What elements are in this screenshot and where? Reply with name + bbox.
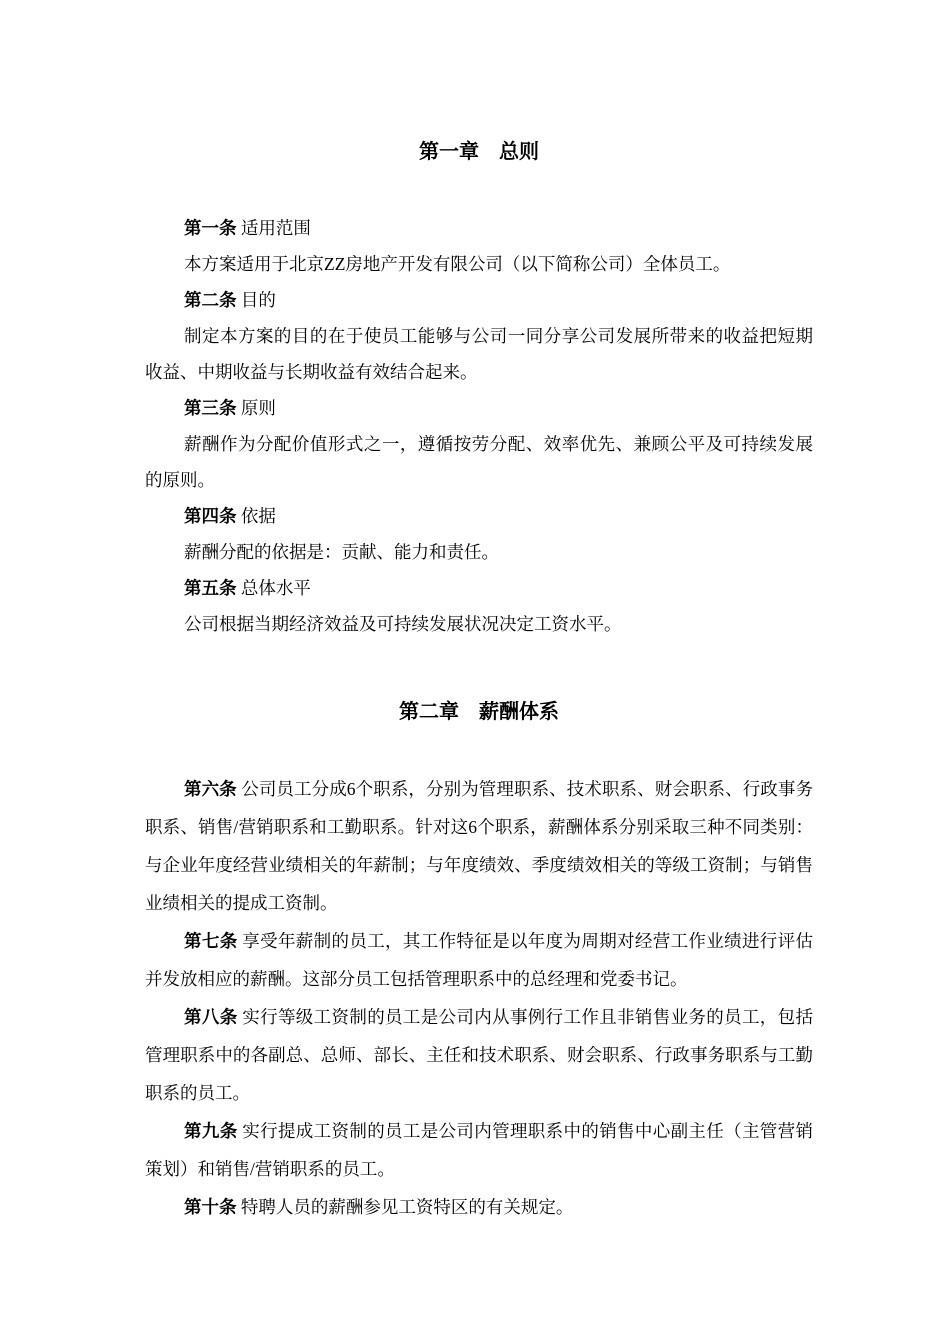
- article-text: 享受年薪制的员工，其工作特征是以年度为周期对经营工作业绩进行评估并发放相应的薪酬。这部分员工包括管理职系中的总经理和党委书记。: [145, 931, 814, 989]
- article-1-heading: [145, 210, 813, 246]
- article-2-body: 制定本方案的目的在于使员工能够与公司一同分享公司发展所带来的收益把短期收益、中期收益与长期收益有效结合起来。: [145, 326, 813, 382]
- article-label: 第七条: [184, 931, 238, 951]
- article-2-heading: [145, 282, 813, 318]
- article-heading: 目的: [236, 290, 276, 310]
- article-label: 第三条: [184, 398, 237, 418]
- article-heading: 依据: [236, 506, 276, 526]
- article-text: 实行提成工资制的员工是公司内管理职系中的销售中心副主任（主管营销策划）和销售/营销职系的员工。: [145, 1121, 814, 1179]
- article-3-heading: [145, 390, 813, 426]
- article-3-body: 薪酬作为分配价值形式之一，遵循按劳分配、效率优先、兼顾公平及可持续发展的原则。: [145, 434, 813, 490]
- article-7: [145, 922, 813, 998]
- article-text: 特聘人员的薪酬参见工资特区的有关规定。: [236, 1197, 574, 1217]
- article-label: 第一条: [184, 218, 237, 238]
- article-5-heading: [145, 570, 813, 606]
- article-6: [145, 770, 813, 922]
- article-heading: 总体水平: [236, 578, 311, 598]
- article-text: 实行等级工资制的员工是公司内从事例行工作且非销售业务的员工，包括管理职系中的各副总、总师、部长、主任和技术职系、财会职系、行政事务职系与工勤职系的员工。: [145, 1007, 814, 1103]
- article-1-body: 本方案适用于北京ZZ房地产开发有限公司（以下简称公司）全体员工。: [184, 254, 731, 274]
- chapter-2-title: 第二章 薪酬体系: [399, 701, 559, 723]
- document-content: [145, 128, 813, 1226]
- article-8: [145, 998, 813, 1112]
- article-9: [145, 1112, 813, 1188]
- article-5-body: 公司根据当期经济效益及可持续发展状况决定工资水平。: [184, 614, 622, 634]
- article-label: 第八条: [184, 1007, 238, 1027]
- article-heading: 适用范围: [236, 218, 311, 238]
- article-heading: 原则: [236, 398, 276, 418]
- article-label: 第六条: [184, 779, 237, 799]
- article-label: 第二条: [184, 290, 237, 310]
- article-text: 公司员工分成6个职系，分别为管理职系、技术职系、财会职系、行政事务职系、销售/营销职系和工勤职系。针对这6个职系，薪酬体系分别采取三种不同类别：与企业年度经营业绩相关的年薪制；与年度绩效、季度绩效相关的等级工资制；与销售业绩相关的提成工资制。: [145, 779, 813, 913]
- article-4-heading: [145, 498, 813, 534]
- article-4-body: 薪酬分配的依据是：贡献、能力和责任。: [184, 542, 499, 562]
- article-label: 第十条: [184, 1197, 237, 1217]
- chapter-1-title: 第一章 总则: [419, 141, 539, 163]
- article-label: 第九条: [184, 1121, 238, 1141]
- article-10: [145, 1188, 813, 1226]
- article-label: 第五条: [184, 578, 237, 598]
- article-label: 第四条: [184, 506, 237, 526]
